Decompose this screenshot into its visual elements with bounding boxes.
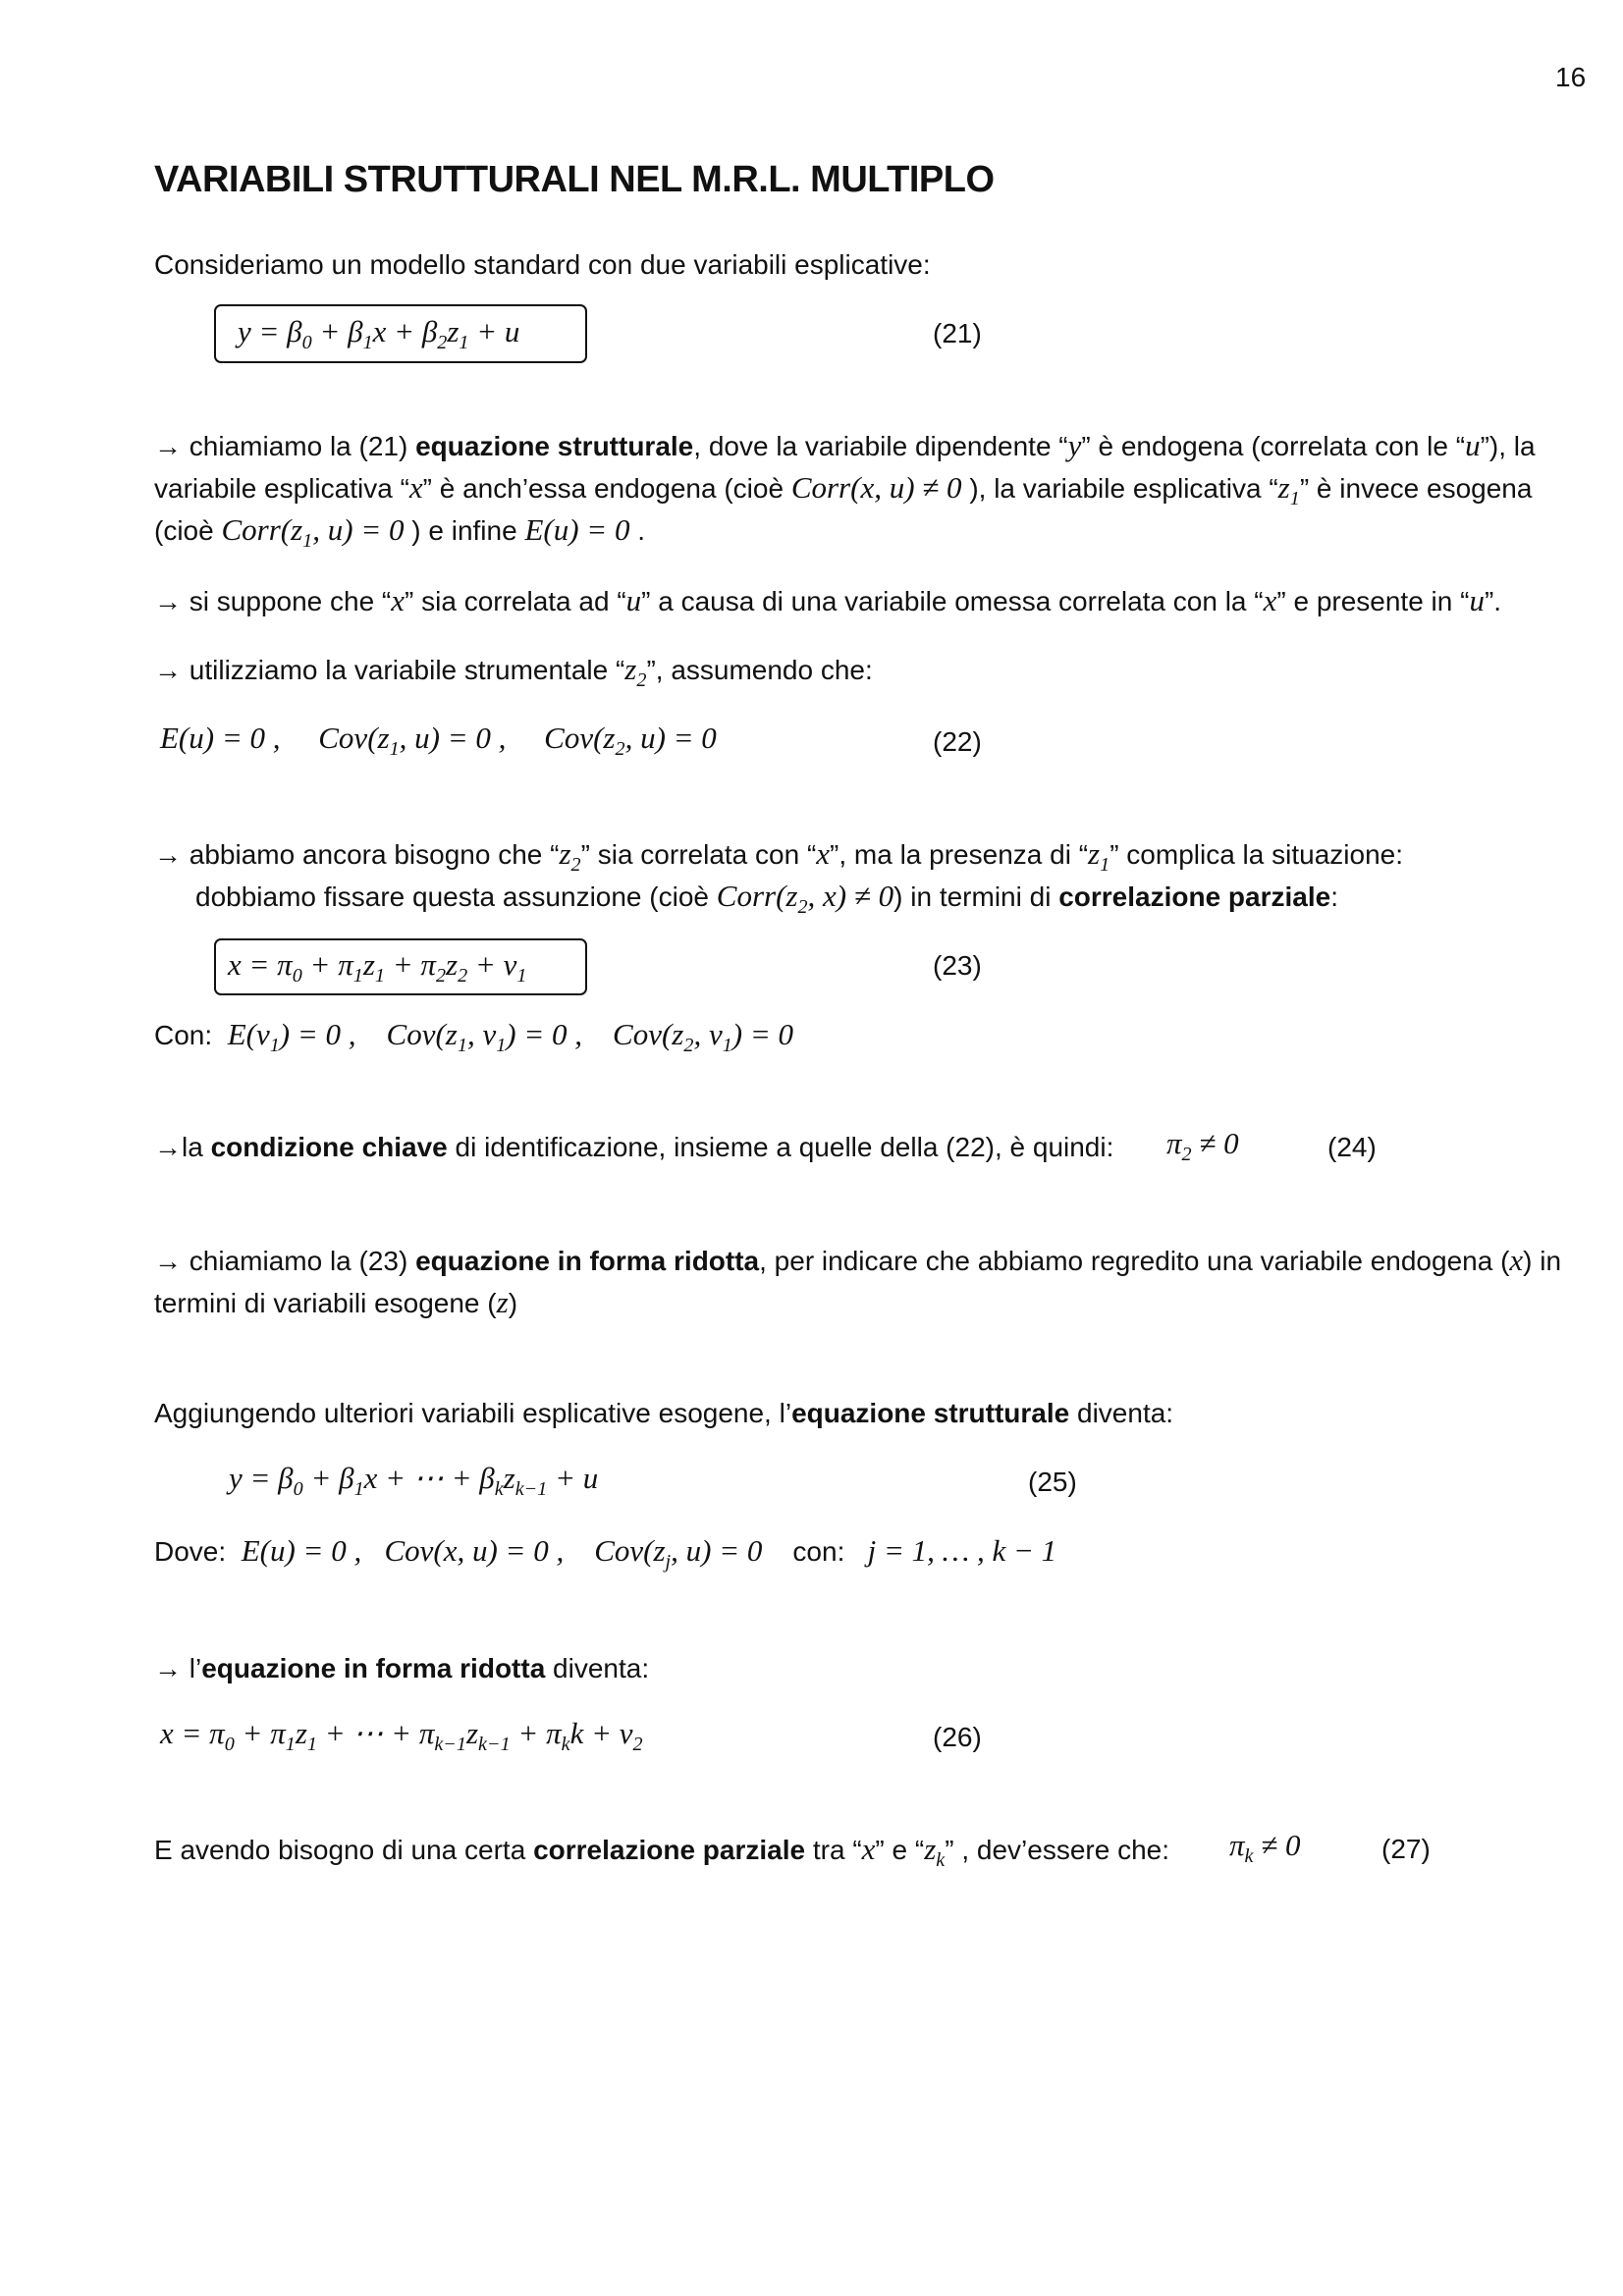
arrow-icon: → <box>154 586 182 616</box>
equation-25: $y = \beta_0 + \beta_1x$ + ⋯ + $\beta_kz_{k-1} + u$ <box>229 1461 599 1501</box>
paragraph-partial: → abbiamo ancora bisogno che “$z_2$” sia correlata con “x”, ma la presenza di “$z_1$” complica la situazione: <box>154 836 1403 877</box>
paragraph-reduced-form-line2: termini di variabili esogene (z) <box>154 1285 518 1319</box>
equation-26: $x = \pi_0 + \pi_1z_1$ + ⋯ + $\pi_{k-1}z_{k-1} + \pi_kk + v_2$ <box>160 1716 643 1756</box>
equation-24-label: (24) <box>1327 1132 1377 1162</box>
arrow-icon: → <box>154 431 182 461</box>
equation-21: $y = \beta_0 + \beta_1x + \beta_2z_1 + u$ <box>238 314 520 354</box>
arrow-icon: → <box>154 1653 182 1683</box>
intro-text: Consideriamo un modello standard con due variabili esplicative: <box>154 249 931 280</box>
page-title: VARIABILI STRUTTURALI NEL M.R.L. MULTIPLO <box>154 159 995 200</box>
arrow-icon: → <box>154 655 182 685</box>
equation-22: E(u) = 0 , $Cov(z_1$, u) = 0 , $Cov(z_2$, u) = 0 <box>160 721 717 761</box>
paragraph-correlation: → si suppone che “x” sia correlata ad “u” a causa di una variabile omessa correlata con la “x” e presente in “u”. <box>154 583 1502 617</box>
paragraph-reduced-form: → chiamiamo la (23) equazione in forma ridotta, per indicare che abbiamo regredito una variabile endogena (x) in <box>154 1243 1562 1277</box>
equation-25-conditions: Dove: E(u) = 0 , Cov(x, u) = 0 , $Cov(z_j$, u) = 0 con: j = 1, … , k − 1 <box>154 1533 1057 1574</box>
paragraph-key-condition: →la condizione chiave di identificazione, insieme a quelle della (22), è quindi: <box>154 1132 1114 1162</box>
paragraph-final: E avendo bisogno di una certa correlazione parziale tra “x” e “$z_k$” , dev’essere che: <box>154 1832 1169 1872</box>
paragraph-instrument: → utilizziamo la variabile strumentale “$z_2$”, assumendo che: <box>154 652 873 692</box>
equation-21-label: (21) <box>933 318 982 348</box>
paragraph-reduced-form-becomes: → l’equazione in forma ridotta diventa: <box>154 1653 650 1683</box>
equation-22-label: (22) <box>933 726 982 757</box>
equation-23-label: (23) <box>933 950 982 981</box>
equation-27: $\pi_k \ne 0$ <box>1229 1828 1301 1868</box>
equation-23-box <box>214 938 587 995</box>
paragraph-structural-line2: variabile esplicativa “x” è anch’essa endogena (cioè Corr(x, u) ≠ 0 ), la variabile esplicativa “$z_1$” è invece esogena <box>154 470 1533 510</box>
arrow-icon: → <box>154 1132 182 1162</box>
equation-27-label: (27) <box>1381 1834 1431 1864</box>
equation-21-box <box>214 304 587 363</box>
equation-23-conditions: Con: $E(v_1) = 0$ , $Cov(z_1$, $v_1) = 0$ , $Cov(z_2$, $v_1) = 0$ <box>154 1017 794 1057</box>
equation-25-label: (25) <box>1028 1467 1077 1497</box>
equation-26-label: (26) <box>933 1722 982 1752</box>
paragraph-structural-line3: (cioè $Corr(z_1$, u) = 0 ) e infine E(u) = 0 . <box>154 512 646 553</box>
arrow-icon: → <box>154 1246 182 1276</box>
paragraph-partial-line2: dobbiamo fissare questa assunzione (cioè $Corr(z_2$, x) ≠ 0) in termini di correlazione parziale: <box>195 879 1338 919</box>
paragraph-structural: → chiamiamo la (21) equazione strutturale, dove la variabile dipendente “y” è endogena (correlata con le “u”), la <box>154 428 1536 462</box>
page-number: 16 <box>1555 62 1587 92</box>
equation-24: $\pi_2 \ne 0$ <box>1166 1126 1239 1166</box>
paragraph-additional: Aggiungendo ulteriori variabili esplicative esogene, l’equazione strutturale diventa: <box>154 1398 1174 1428</box>
equation-23: $x = \pi_0 + \pi_1z_1 + \pi_2z_2 + v_1$ <box>228 947 527 988</box>
arrow-icon: → <box>154 839 182 870</box>
